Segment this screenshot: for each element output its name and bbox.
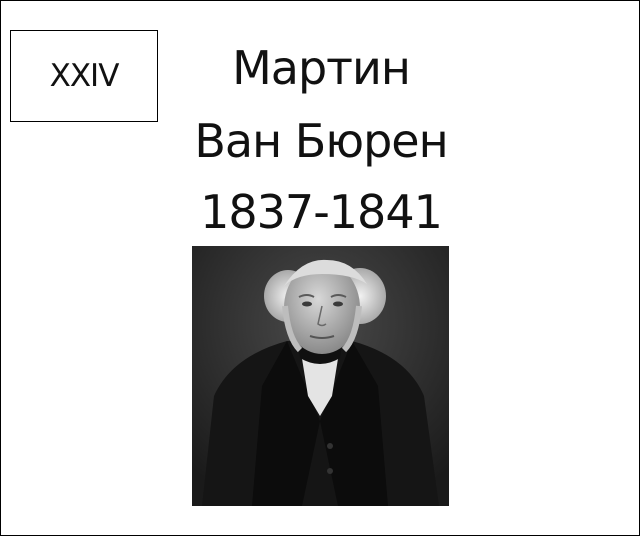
last-name: Ван Бюрен [194,114,448,168]
term-years: 1837-1841 [200,185,442,239]
first-name: Мартин [232,41,410,95]
portrait-photo [192,246,449,506]
roman-numeral: XXIV [49,58,119,94]
